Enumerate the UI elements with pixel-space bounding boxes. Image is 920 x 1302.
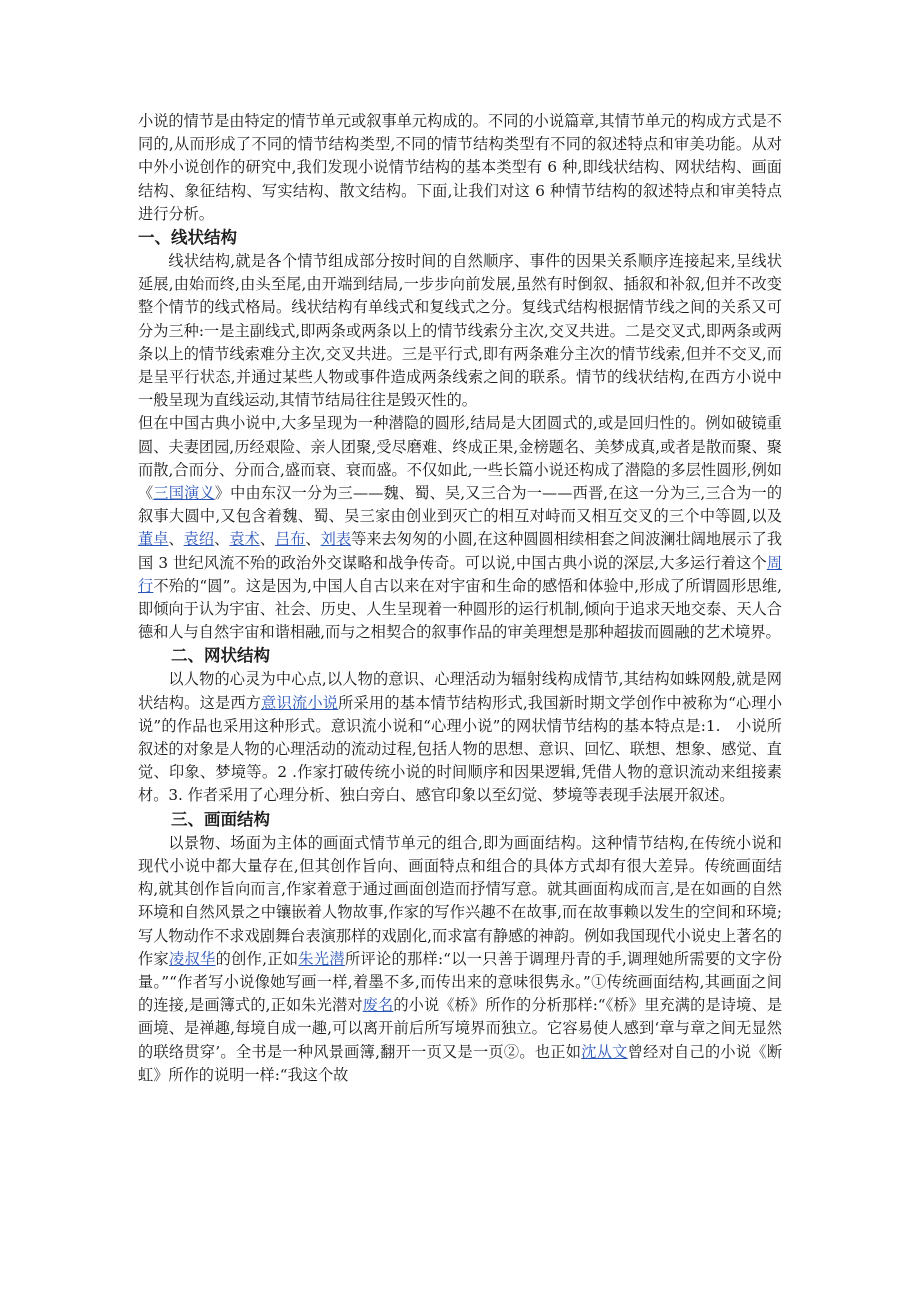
separator: 、 xyxy=(259,530,275,549)
separator: 、 xyxy=(305,530,321,549)
picture-paragraph xyxy=(138,832,782,1087)
link-lv-bu[interactable]: 吕布 xyxy=(274,530,306,549)
link-liu-biao[interactable]: 刘表 xyxy=(320,530,352,549)
link-stream-of-consciousness-novel[interactable]: 意识流小说 xyxy=(261,693,339,712)
text-run: 以人物的心灵为中心点,以人物的意识、心理活动为辐射线构成情节,其结构如蛛网般,就是网状结构。这是西方 xyxy=(138,670,782,712)
text-run: 所采用的基本情节结构形式,我国新时期文学创作中被称为“心理小说”的作品也采用这种形式。意识流小说和“心理小说”的网状情节结构的基本特点是:1. 小说所叙述的对象是人物的心理活动的流动过程,包括人物的思想、意识、回忆、联想、想象、感觉、直觉、印象、梦境等。2 .作家打破传统小说的时间顺序和因果逻辑,凭借人物的意识流动来组接素材。3. 作者采用了心理分析、独白旁白、感官印象以至幻觉、梦境等表现手法展开叙述。 xyxy=(138,693,783,805)
section-heading-picture: 三、画面结构 xyxy=(171,809,270,829)
section-heading-network: 二、网状结构 xyxy=(171,646,270,666)
link-zhou-xing[interactable]: 周行 xyxy=(138,553,782,595)
link-ling-shuhua[interactable]: 凌叔华 xyxy=(169,949,216,968)
text-run: 的小说《桥》所作的分析那样:“《桥》里充满的是诗境、是画境、是禅趣,每境自成一趣,可以离开前后所写境界而独立。它容易使人感到‘章与章之间无显然的联络贯穿’。全书是一种风景画簿,翻开一页又是一页②。也正如 xyxy=(138,996,783,1061)
linear-paragraph-1: 线状结构,就是各个情节组成部分按时间的自然顺序、事件的因果关系顺序连接起来,呈线状延展,由始而终,由头至尾,由开端到结局,一步步向前发展,虽然有时倒叙、插叙和补叙,但并不改变整个情节的线式格局。线状结构有单线式和复线式之分。复线式结构根据情节线之间的关系又可分为三种:一是主副线式,即两条或两条以上的情节线索分主次,交叉共进。二是交叉式,即两条或两条以上的情节线索难分主次,交叉共进。三是平行式,即有两条难分主次的情节线索,但并不交叉,而是呈平行状态,并通过某些人物或事件造成两条线索之间的联系。情节的线状结构,在西方小说中一般呈现为直线运动,其情节结局往往是毁灭性的。 xyxy=(138,252,782,410)
separator: 、 xyxy=(214,530,230,549)
link-fei-ming[interactable]: 废名 xyxy=(362,996,394,1015)
link-shen-congwen[interactable]: 沈从文 xyxy=(581,1042,628,1061)
text-run: 曾经对自己的小说《断虹》所作的说明一样:“我这个故 xyxy=(138,1042,783,1084)
link-zhu-guangqian[interactable]: 朱光潜 xyxy=(298,949,345,968)
link-dong-zhuo[interactable]: 董卓 xyxy=(138,530,169,549)
text-run: 的创作,正如 xyxy=(215,949,299,968)
link-sanguo-yanyi[interactable]: 三国演义 xyxy=(153,484,215,503)
intro-paragraph: 小说的情节是由特定的情节单元或叙事单元构成的。不同的小说篇章,其情节单元的构成方式是不同的,从而形成了不同的情节结构类型,不同的情节结构类型有不同的叙述特点和审美功能。从对中外小说创作的研究中,我们发现小说情节结构的基本类型有 6 种,即线状结构、网状结构、画面结构、象征结构、写实结构、散文结构。下面,让我们对这 6 种情节结构的叙述特点和审美特点进行分析。 xyxy=(138,112,782,223)
text-run: 等来去匆匆的小圆,在这种圆圆相续相套之间波澜壮阔地展示了我国 3 世纪风流不殆的政治外交谋略和战争传奇。可以说,中国古典小说的深层,大多运行着这个 xyxy=(138,530,783,572)
linear-paragraph-2 xyxy=(138,412,782,644)
link-yuan-shu[interactable]: 袁术 xyxy=(229,530,260,549)
text-run: 所评论的那样:“以一只善于调理丹青的手,调理她所需要的文字份量。”“作者写小说像她写画一样,着墨不多,而传出来的意味很隽永。”①传统画面结构,其画面之间的连接,是画簿式的,正如朱光潜对 xyxy=(138,949,783,1015)
network-paragraph xyxy=(138,668,782,807)
text-run: 以景物、场面为主体的画面式情节单元的组合,即为画面结构。这种情节结构,在传统小说和现代小说中都大量存在,但其创作旨向、画面特点和组合的具体方式却有很大差异。传统画面结构,就其创作旨向而言,作家着意于通过画面创造而抒情写意。就其画面构成而言,是在如画的自然环境和自然风景之中镶嵌着人物故事,作家的写作兴趣不在故事,而在故事赖以发生的空间和环境;写人物动作不求戏剧舞台表演那样的戏剧化,而求富有静感的神韵。例如我国现代小说史上著名的作家 xyxy=(138,833,782,968)
separator: 、 xyxy=(168,530,184,549)
section-heading-linear: 一、线状结构 xyxy=(138,228,237,248)
link-yuan-shao[interactable]: 袁绍 xyxy=(183,530,215,549)
text-run: 》中由东汉一分为三——魏、蜀、吴,又三合为一——西晋,在这一分为三,三合为一的叙事大圆中,又包含着魏、蜀、吴三家由创业到灭亡的相互对峙而又相互交叉的三个中等圆,以及 xyxy=(138,484,783,526)
text-run: 但在中国古典小说中,大多呈现为一种潜隐的圆形,结局是大团圆式的,或是回归性的。例如破镜重圆、夫妻团园,历经艰险、亲人团聚,受尽磨难、终成正果,金榜题名、美梦成真,或者是散而聚、聚而散,合而分、分而合,盛而衰、衰而盛。不仅如此,一些长篇小说还构成了潜隐的多层性圆形,例如《 xyxy=(138,414,782,503)
text-run: 不殆的“圆”。这是因为,中国人自古以来在对宇宙和生命的感悟和体验中,形成了所谓圆形思维,即倾向于认为宇宙、社会、历史、人生呈现着一种圆形的运行机制,倾向于追求天地交泰、天人合德和人与自然宇宙和谐相融,而与之相契合的叙事作品的审美理想是那种超拔而圆融的艺术境界。 xyxy=(138,576,783,642)
